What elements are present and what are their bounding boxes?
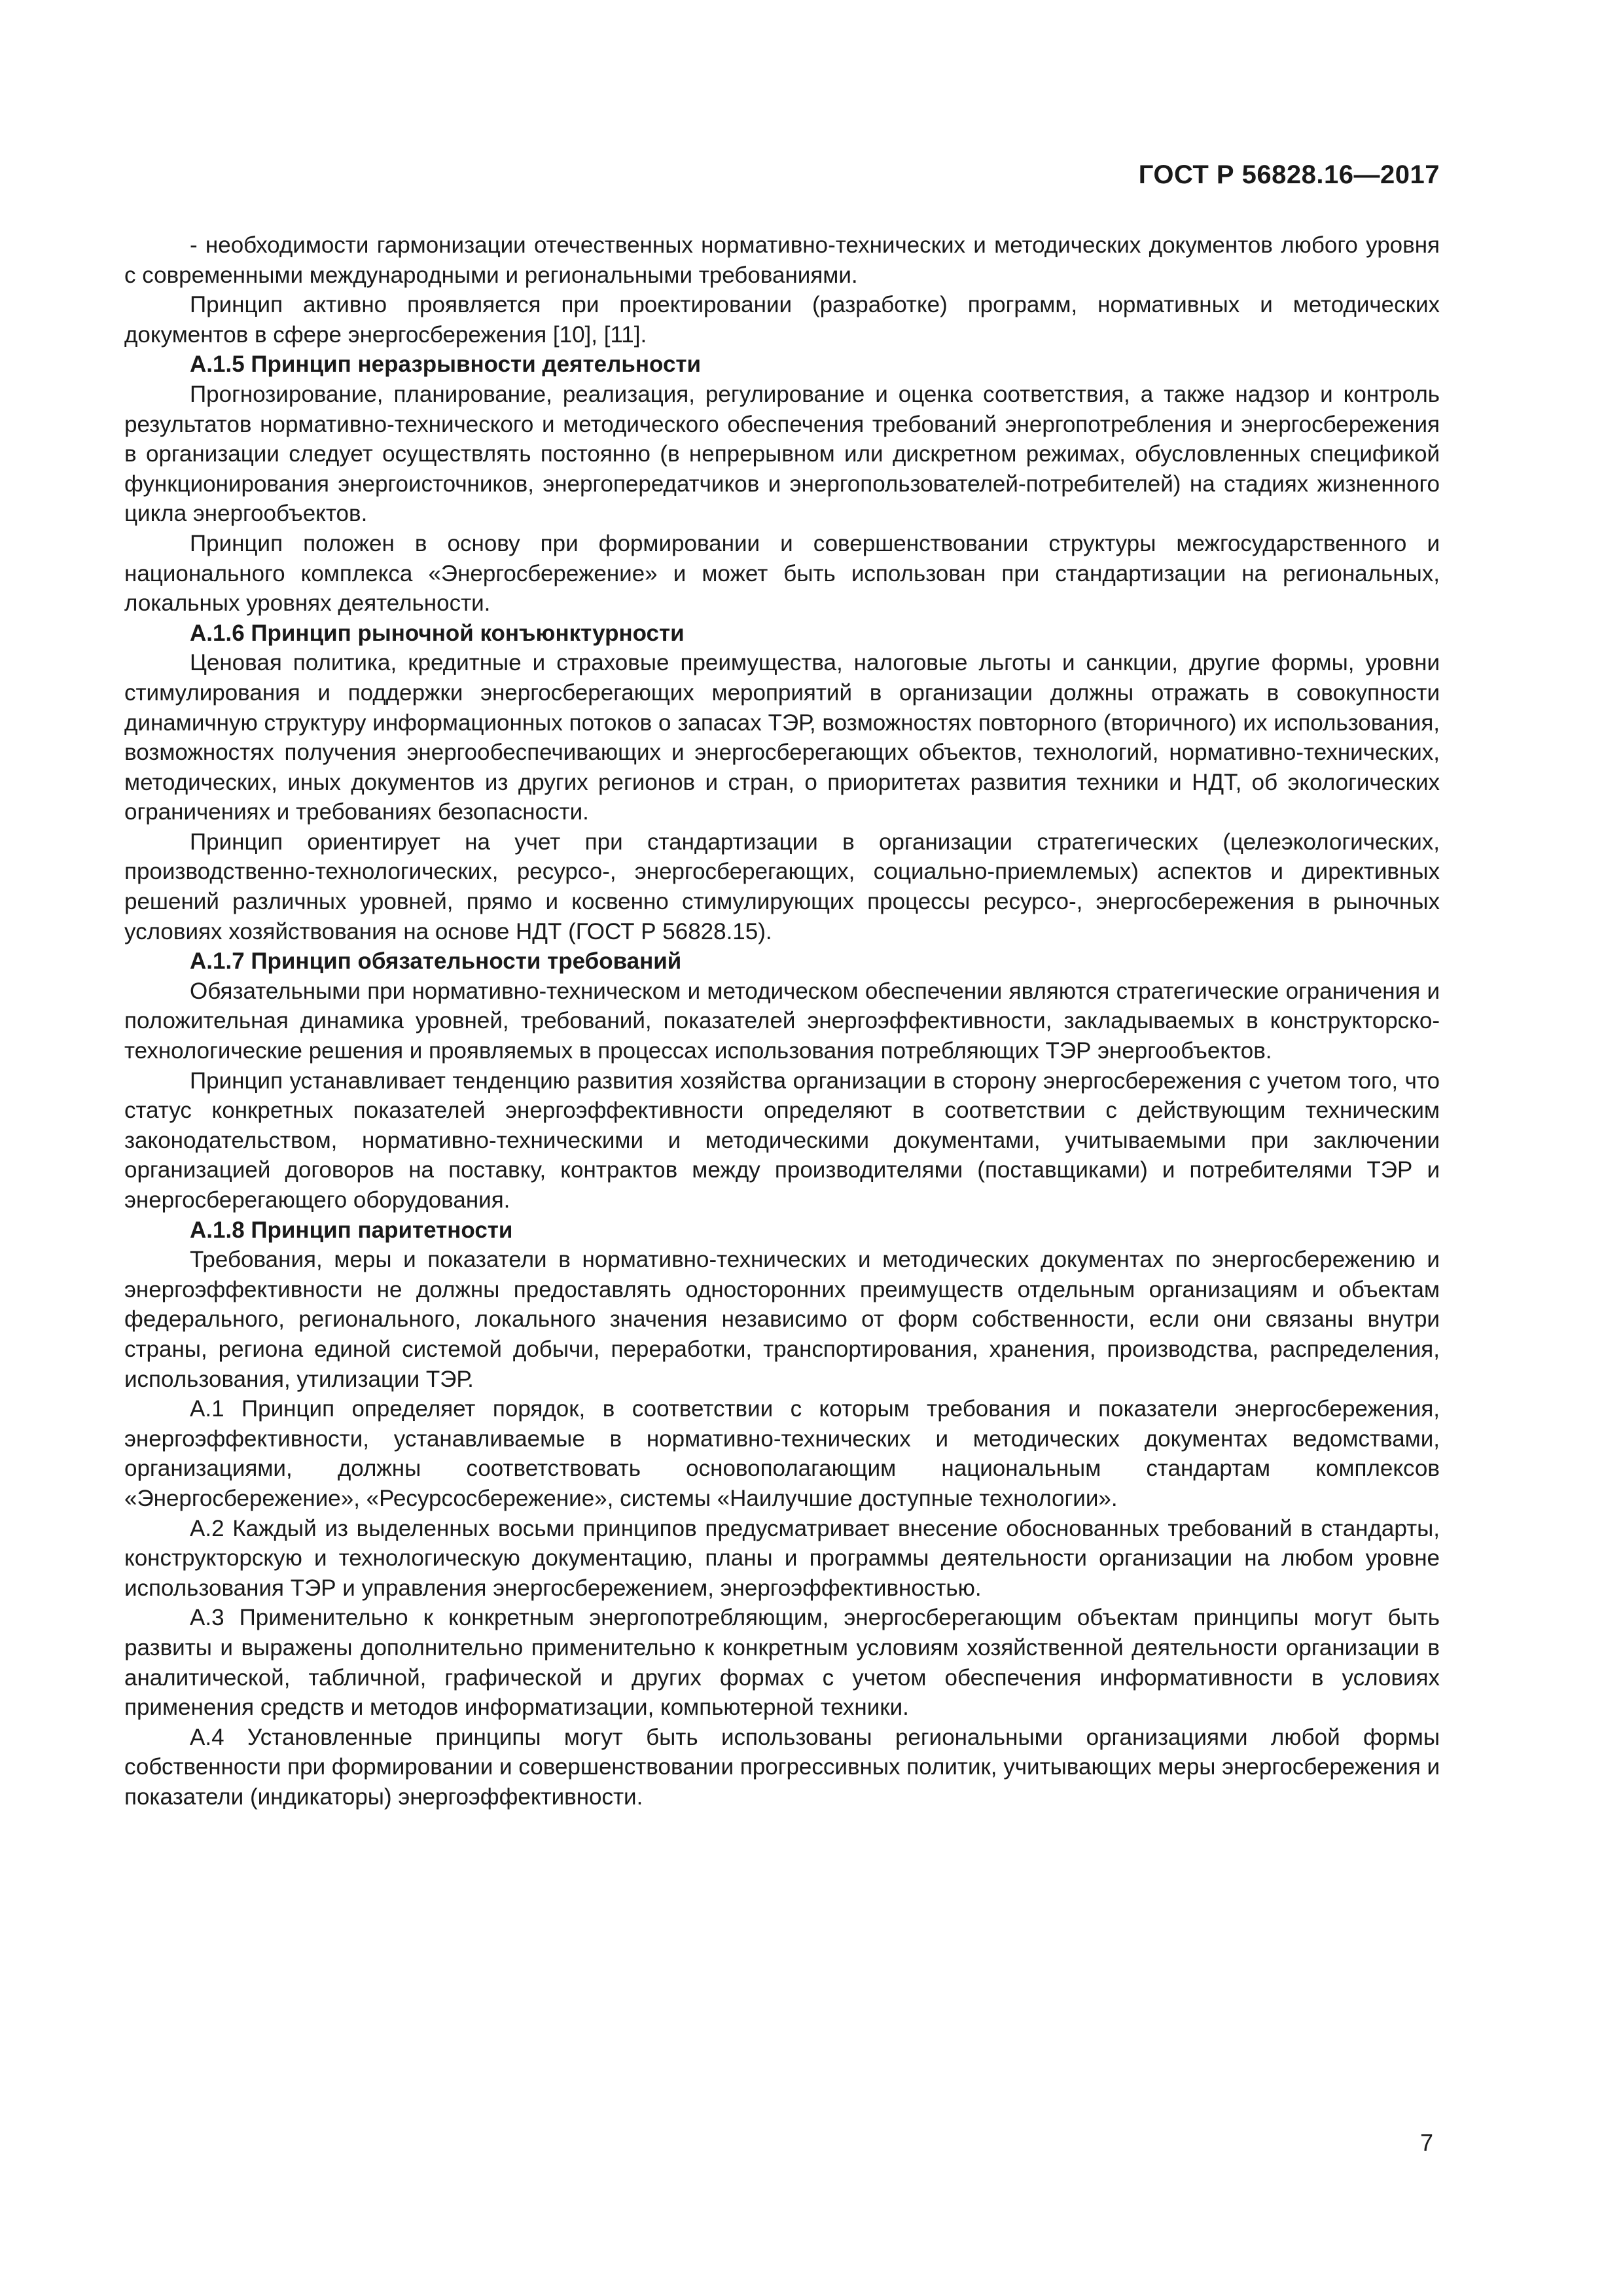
paragraph-a15-2: Принцип положен в основу при формировании и совершенствовании структуры межгосударственного и национального комплекса «Энергосбережение» и может быть использован при стандартизации на региональных, локальных уровнях деятельности. — [124, 530, 1440, 617]
section-heading-a18: А.1.8 Принцип паритетности — [190, 1217, 513, 1243]
paragraph-a2: А.2 Каждый из выделенных восьми принципов предусматривает внесение обоснованных требований в стандарты, конструкторскую и технологическую документацию, планы и программы деятельности организации на любом уровне использования ТЭР и управления энергосбережением, энергоэффективностью. — [124, 1515, 1440, 1601]
paragraph-intro-principle: Принцип активно проявляется при проектировании (разработке) программ, нормативных и методических документов в сфере энергосбережения [10], [11]. — [124, 292, 1440, 348]
paragraph-a18-1: Требования, меры и показатели в нормативно-технических и методических документах по энергосбережению и энергоэффективности не должны предоставлять односторонних преимуществ отдельным организациям и объектам федерального, регионального, локального значения независимо от форм собственности, если они связаны внутри страны, региона единой системой добычи, переработки, транспортирования, хранения, производства, распределения, использования, утилизации ТЭР. — [124, 1247, 1440, 1392]
paragraph-a17-2: Принцип устанавливает тенденцию развития хозяйства организации в сторону энергосбережения с учетом того, что статус конкретных показателей энергоэффективности определяют в соответствии с действующим техническим законодательством, нормативно-техническими и методическими документами, учитываемыми при заключении организацией договоров на поставку, контрактов между производителями (поставщиками) и потребителями ТЭР и энергосберегающего оборудования. — [124, 1067, 1440, 1213]
paragraph-a16-2: Принцип ориентирует на учет при стандартизации в организации стратегических (целеэкологических, производственно-технологических, ресурсо-, энергосберегающих, социально-приемлемых) аспектов и директивных решений различных уровней, прямо и косвенно стимулирующих процессы ресурсо-, энергосбережения в рыночных условиях хозяйствования на основе НДТ (ГОСТ Р 56828.15). — [124, 829, 1440, 944]
section-heading-a15: А.1.5 Принцип неразрывности деятельности — [190, 351, 702, 378]
section-heading-a16: А.1.6 Принцип рыночной конъюнктурности — [190, 620, 685, 646]
document-body — [124, 230, 1440, 1812]
paragraph-a1: А.1 Принцип определяет порядок, в соответствии с которым требования и показатели энергосбережения, энергоэффективности, устанавливаемые в нормативно-технических и методических документах ведомствами, организациями, должны соответствовать основополагающим национальным стандартам комплексов «Энергосбережение», «Ресурсосбережение», системы «Наилучшие доступные технологии». — [124, 1396, 1440, 1511]
paragraph-a15-1: Прогнозирование, планирование, реализация, регулирование и оценка соответствия, а также надзор и контроль результатов нормативно-технического и методического обеспечения требований энергопотребления и энергосбережения в организации следует осуществлять постоянно (в непрерывном или дискретном режимах, обусловленных спецификой функционирования энергоисточников, энергопередатчиков и энергопользователей-потребителей) на стадиях жизненного цикла энергообъектов. — [124, 381, 1440, 527]
paragraph-a16-1: Ценовая политика, кредитные и страховые преимущества, налоговые льготы и санкции, другие формы, уровни стимулирования и поддержки энергосберегающих мероприятий в организации должны отражать в совокупности динамичную структуру информационных потоков о запасах ТЭР, возможностях повторного (вторичного) их использования, возможностях получения энергообеспечивающих и энергосберегающих объектов, технологий, нормативно-технических, методических, иных документов из других регионов и стран, о приоритетах развития техники и НДТ, об экологических ограничениях и требованиях безопасности. — [124, 650, 1440, 825]
page-number: 7 — [1419, 2129, 1433, 2156]
paragraph-a4: А.4 Установленные принципы могут быть использованы региональными организациями любой формы собственности при формировании и совершенствовании прогрессивных политик, учитывающих меры энергосбережения и показатели (индикаторы) энергоэффективности. — [124, 1724, 1440, 1810]
paragraph-a17-1: Обязательными при нормативно-техническом и методическом обеспечении являются стратегические ограничения и положительная динамика уровней, требований, показателей энергоэффективности, закладываемых в конструкторско-технологические решения и проявляемых в процессах использования потребляющих ТЭР энергообъектов. — [124, 978, 1440, 1064]
list-item-harmonization: - необходимости гармонизации отечественных нормативно-технических и методических документов любого уровня с современными международными и региональными требованиями. — [124, 232, 1440, 288]
document-id-header: ГОСТ Р 56828.16—2017 — [1138, 160, 1440, 189]
paragraph-a3: А.3 Применительно к конкретным энергопотребляющим, энергосберегающим объектам принципы могут быть развиты и выражены дополнительно применительно к конкретным условиям хозяйственной деятельности организации в аналитической, табличной, графической и других формах с учетом обеспечения информативности в условиях применения средств и методов информатизации, компьютерной техники. — [124, 1605, 1440, 1721]
section-heading-a17: А.1.7 Принцип обязательности требований — [190, 948, 682, 975]
